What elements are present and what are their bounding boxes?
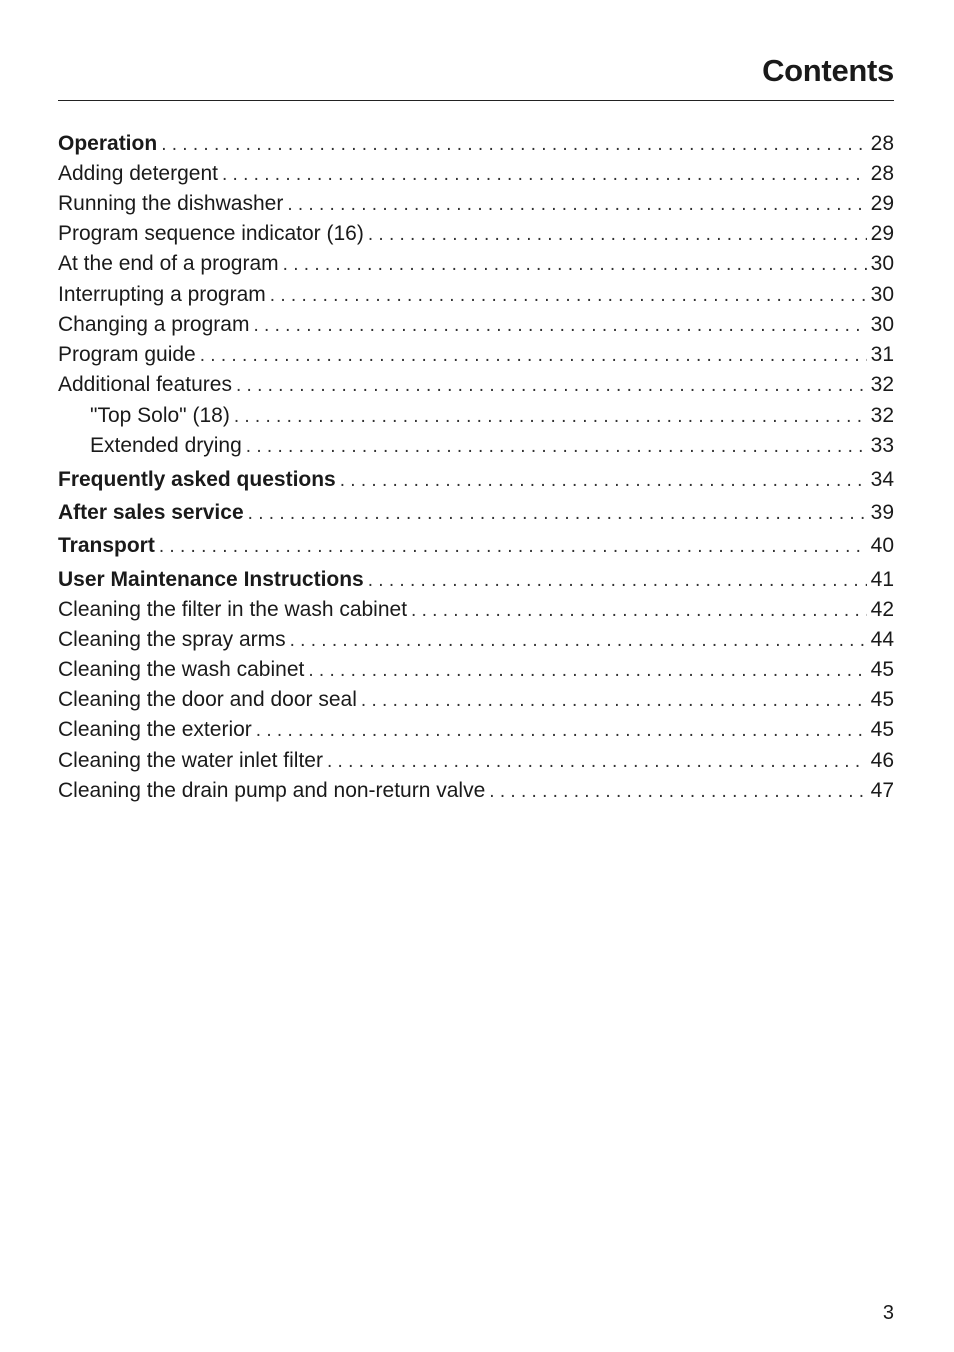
toc-entry-page: 33 — [870, 434, 894, 457]
dot-leader — [234, 403, 867, 431]
toc-entry-label: Cleaning the water inlet filter — [58, 749, 323, 772]
dot-leader — [290, 627, 867, 655]
toc-entry-page: 32 — [870, 373, 894, 396]
toc-entry-label: Interrupting a program — [58, 283, 266, 306]
toc-entry-transport[interactable] — [58, 532, 894, 560]
dot-leader — [159, 533, 867, 561]
toc-entry-page: 44 — [870, 628, 894, 651]
dot-leader — [327, 748, 867, 776]
dot-leader — [161, 131, 866, 159]
toc-entry-cleaning-door-seal[interactable] — [58, 686, 894, 714]
dot-leader — [368, 221, 867, 249]
toc-entry-page: 32 — [870, 404, 894, 427]
toc-entry-page: 31 — [870, 343, 894, 366]
toc-entry-page: 45 — [870, 688, 894, 711]
toc-entry-label: Operation — [58, 132, 158, 155]
dot-leader — [368, 567, 867, 595]
dot-leader — [253, 312, 866, 340]
toc-entry-label: Program sequence indicator (16) — [58, 222, 364, 245]
dot-leader — [340, 467, 867, 495]
toc-entry-page: 46 — [870, 749, 894, 772]
dot-leader — [236, 372, 867, 400]
dot-leader — [308, 657, 866, 685]
toc-entry-running-the-dishwasher[interactable] — [58, 190, 894, 218]
toc-entry-label: Cleaning the door and door seal — [58, 688, 357, 711]
dot-leader — [246, 433, 867, 461]
toc-entry-label: At the end of a program — [58, 252, 279, 275]
toc-entry-adding-detergent[interactable] — [58, 160, 894, 188]
toc-entry-cleaning-spray-arms[interactable] — [58, 626, 894, 654]
dot-leader — [489, 778, 866, 806]
toc-entry-label: "Top Solo" (18) — [90, 404, 230, 427]
toc-entry-page: 42 — [870, 598, 894, 621]
toc-entry-label: Changing a program — [58, 313, 250, 336]
toc-entry-page: 39 — [870, 501, 894, 524]
dot-leader — [287, 191, 866, 219]
toc-entry-label: Transport — [58, 534, 155, 557]
toc-entry-page: 41 — [870, 568, 894, 591]
toc-entry-label: Adding detergent — [58, 162, 218, 185]
toc-entry-page: 29 — [870, 192, 894, 215]
toc-entry-label: Cleaning the exterior — [58, 718, 252, 741]
dot-leader — [283, 251, 867, 279]
toc-entry-page: 28 — [870, 162, 894, 185]
toc-entry-label: Program guide — [58, 343, 196, 366]
toc-entry-program-sequence-indicator[interactable] — [58, 220, 894, 248]
toc-entry-user-maintenance-instructions[interactable] — [58, 566, 894, 594]
toc-entry-label: Cleaning the wash cabinet — [58, 658, 305, 681]
toc-entry-label: Extended drying — [90, 434, 242, 457]
toc-entry-label: After sales service — [58, 501, 244, 524]
toc-entry-additional-features[interactable] — [58, 371, 894, 399]
toc-entry-page: 47 — [870, 779, 894, 802]
dot-leader — [411, 597, 867, 625]
toc-entry-label: User Maintenance Instructions — [58, 568, 364, 591]
toc-entry-page: 30 — [870, 313, 894, 336]
toc-entry-page: 30 — [870, 283, 894, 306]
toc-entry-cleaning-water-inlet-filter[interactable] — [58, 747, 894, 775]
toc-entry-cleaning-drain-pump[interactable] — [58, 777, 894, 805]
toc-entry-label: Frequently asked questions — [58, 468, 336, 491]
toc-entry-changing-program[interactable] — [58, 311, 894, 339]
dot-leader — [361, 687, 867, 715]
toc-entry-label: Cleaning the spray arms — [58, 628, 286, 651]
toc-entry-cleaning-filter[interactable] — [58, 596, 894, 624]
dot-leader — [200, 342, 867, 370]
toc-entry-page: 34 — [870, 468, 894, 491]
toc-entry-page: 45 — [870, 658, 894, 681]
toc-entry-interrupting-program[interactable] — [58, 281, 894, 309]
toc-entry-page: 30 — [870, 252, 894, 275]
toc-entry-cleaning-wash-cabinet[interactable] — [58, 656, 894, 684]
dot-leader — [248, 500, 867, 528]
dot-leader — [270, 282, 867, 310]
toc-entry-cleaning-exterior[interactable] — [58, 716, 894, 744]
toc-entry-extended-drying[interactable] — [90, 432, 894, 460]
page-number: 3 — [882, 1302, 894, 1324]
toc-entry-top-solo[interactable] — [90, 402, 894, 430]
toc-entry-label: Cleaning the drain pump and non-return valve — [58, 779, 486, 802]
toc-entry-after-sales-service[interactable] — [58, 499, 894, 527]
toc-entry-operation[interactable] — [58, 130, 894, 158]
toc-entry-label: Cleaning the filter in the wash cabinet — [58, 598, 408, 621]
toc-entry-end-of-program[interactable] — [58, 250, 894, 278]
page-title: Contents — [762, 53, 894, 88]
toc-entry-label: Running the dishwasher — [58, 192, 284, 215]
toc-entry-program-guide[interactable] — [58, 341, 894, 369]
title-divider — [58, 100, 894, 101]
toc-entry-page: 28 — [870, 132, 894, 155]
toc-entry-label: Additional features — [58, 373, 232, 396]
dot-leader — [256, 717, 867, 745]
toc-entry-frequently-asked-questions[interactable] — [58, 466, 894, 494]
toc-entry-page: 40 — [870, 534, 894, 557]
toc-entry-page: 29 — [870, 222, 894, 245]
dot-leader — [222, 161, 867, 189]
toc-entry-page: 45 — [870, 718, 894, 741]
